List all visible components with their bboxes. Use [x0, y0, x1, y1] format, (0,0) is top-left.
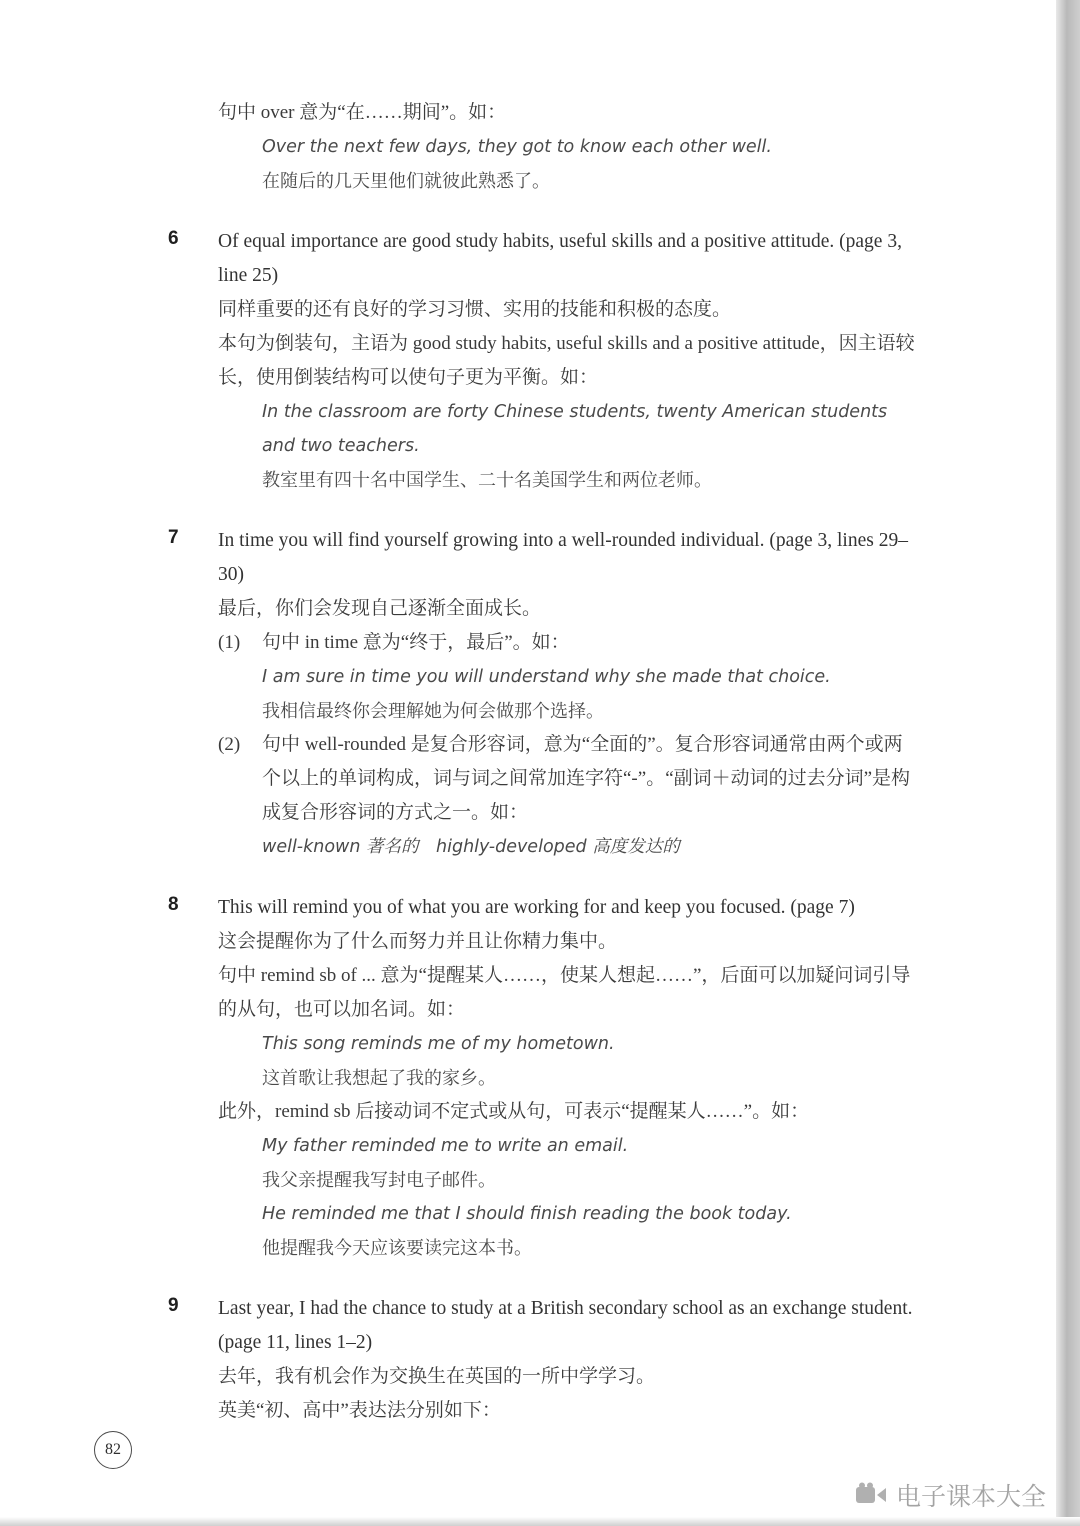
- watermark-logo-icon: [855, 1482, 887, 1508]
- body-line: 句中 over 意为“在……期间”。如：: [218, 102, 507, 123]
- item-6: [168, 225, 918, 497]
- page-number-badge: [94, 1431, 132, 1469]
- heading-line: Of equal importance are good study habits, useful skills and a positive attitude. (page 3, line 25): [218, 231, 902, 286]
- sub-item-marker: (2): [218, 734, 241, 755]
- example-zh-line: 我相信最终你会理解她为何会做那个选择。: [262, 701, 604, 721]
- watermark: [855, 1477, 1046, 1513]
- item-number: 8: [168, 894, 179, 915]
- item-5-continued: [218, 96, 918, 198]
- heading-line: This will remind you of what you are working for and keep you focused. (page 7): [218, 897, 855, 918]
- item-7: [168, 524, 918, 864]
- sub-item-marker: (1): [218, 632, 241, 653]
- page-edge-shadow-bottom: [0, 1517, 1080, 1526]
- example-mixed-line: well-known 著名的 highly-developed 高度发达的: [262, 837, 680, 857]
- example-zh-line: 教室里有四十名中国学生、二十名美国学生和两位老师。: [262, 470, 712, 490]
- example-zh-line: 在随后的几天里他们就彼此熟悉了。: [262, 171, 550, 191]
- example-en-line: This song reminds me of my hometown.: [262, 1034, 615, 1054]
- item-number: 6: [168, 228, 179, 249]
- example-zh-line: 我父亲提醒我写封电子邮件。: [262, 1170, 496, 1190]
- body-line: 此外，remind sb 后接动词不定式或从句，可表示“提醒某人……”。如：: [218, 1101, 810, 1122]
- page-edge-shadow-right: [1056, 0, 1080, 1526]
- example-zh-line: 他提醒我今天应该要读完这本书。: [262, 1238, 532, 1258]
- example-en-line: Over the next few days, they got to know each other well.: [262, 137, 772, 157]
- item-9: [168, 1292, 918, 1428]
- body-line: 这会提醒你为了什么而努力并且让你精力集中。: [218, 931, 618, 952]
- watermark-text: 电子课本大全: [895, 1483, 1046, 1511]
- body-line: 英美“初、高中”表达法分别如下：: [218, 1400, 501, 1421]
- body-line: 最后，你们会发现自己逐渐全面成长。: [218, 598, 542, 619]
- example-en-line: I am sure in time you will understand why she made that choice.: [262, 667, 831, 687]
- page-number: 82: [105, 1441, 121, 1458]
- item-8: [168, 891, 918, 1265]
- sub-item-text: 句中 in time 意为“终于，最后”。如：: [262, 632, 570, 653]
- example-zh-line: 这首歌让我想起了我的家乡。: [262, 1068, 496, 1088]
- sub-item-text: 句中 well-rounded 是复合形容词，意为“全面的”。复合形容词通常由两个或两个以上的单词构成，词与词之间常加连字符“-”。“副词＋动词的过去分词”是构成复合形容词的方式之一。如：: [262, 734, 911, 823]
- example-en-line: He reminded me that I should finish reading the book today.: [262, 1204, 792, 1224]
- sub-item-line: [218, 728, 918, 830]
- item-number: 9: [168, 1295, 179, 1316]
- heading-line: Last year, I had the chance to study at a British secondary school as an exchange student. (page 11, lines 1–2): [218, 1298, 913, 1353]
- item-number: 7: [168, 527, 179, 548]
- example-en-line: In the classroom are forty Chinese students, twenty American students and two teachers.: [262, 402, 888, 456]
- sub-item-line: [218, 626, 918, 660]
- body-line: 同样重要的还有良好的学习习惯、实用的技能和积极的态度。: [218, 299, 732, 320]
- body-line: 本句为倒装句，主语为 good study habits, useful skills and a positive attitude，因主语较长，使用倒装结构可以使句子更为平衡。如：: [218, 333, 915, 388]
- body-line: 句中 remind sb of ... 意为“提醒某人……，使某人想起……”，后面可以加疑问词引导的从句，也可以加名词。如：: [218, 965, 911, 1020]
- example-en-line: My father reminded me to write an email.: [262, 1136, 629, 1156]
- heading-line: In time you will find yourself growing into a well-rounded individual. (page 3, lines 29–30): [218, 530, 908, 585]
- page-content: [168, 96, 918, 1455]
- body-line: 去年，我有机会作为交换生在英国的一所中学学习。: [218, 1366, 656, 1387]
